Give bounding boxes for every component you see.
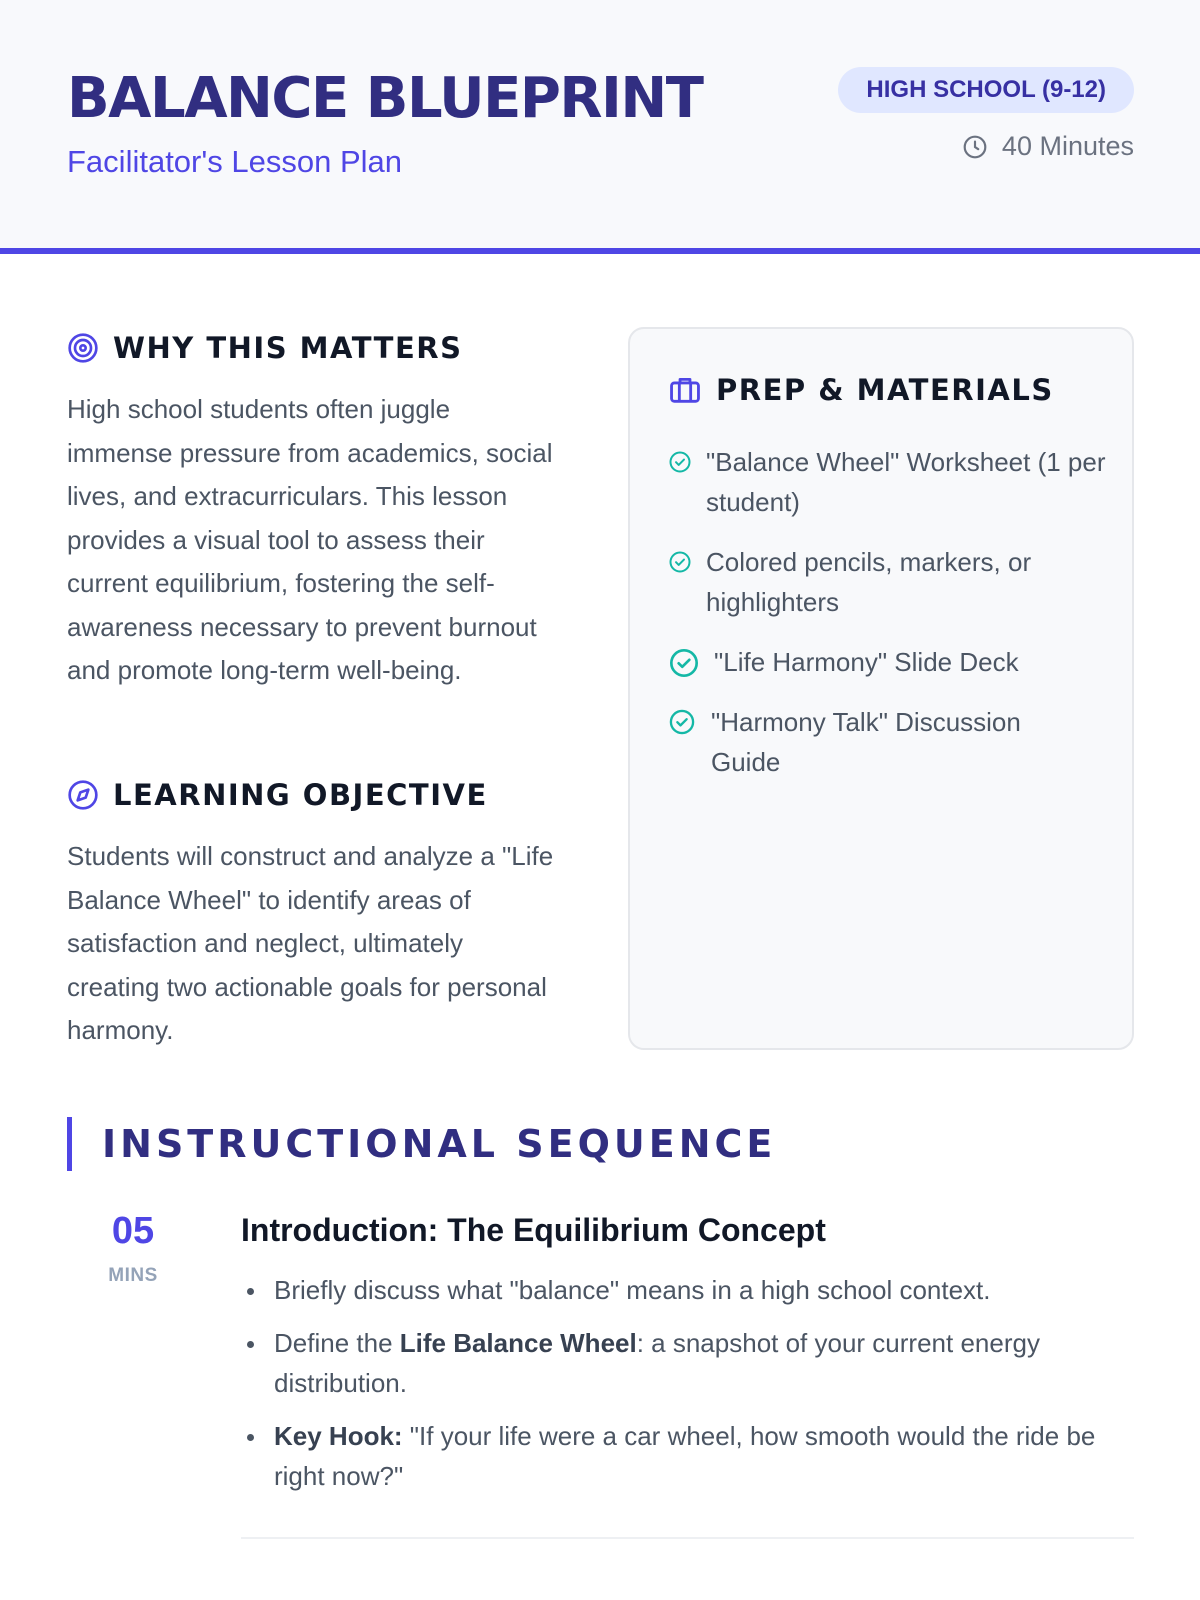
check-circle-icon xyxy=(668,550,692,574)
list-item xyxy=(241,1270,1141,1310)
material-item xyxy=(668,702,1108,782)
list-item xyxy=(241,1323,1141,1403)
duration-text: 40 Minutes xyxy=(1001,131,1134,161)
step-bullets xyxy=(241,1270,1141,1509)
page-subtitle: Facilitator's Lesson Plan xyxy=(67,144,403,179)
grade-level-badge: HIGH SCHOOL (9-12) xyxy=(838,67,1134,113)
why-heading-label: WHY THIS MATTERS xyxy=(113,331,463,365)
target-icon xyxy=(67,332,99,364)
bullet-text: Briefly discuss what "balance" means in a high school context. xyxy=(274,1275,991,1305)
step-divider xyxy=(241,1537,1134,1539)
materials-heading-label: PREP & MATERIALS xyxy=(716,373,1054,407)
material-item xyxy=(668,542,1108,622)
step-minutes-label: MINS xyxy=(108,1265,158,1286)
material-item xyxy=(668,642,1108,682)
material-item-label: Colored pencils, markers, or highlighters xyxy=(706,547,1032,617)
step-minutes: 05 xyxy=(111,1210,155,1252)
step-title: Introduction: The Equilibrium Concept xyxy=(241,1212,826,1248)
briefcase-icon xyxy=(668,373,702,407)
header xyxy=(0,0,1200,254)
materials-card xyxy=(628,327,1134,1050)
bullet-bold-term: Key Hook: xyxy=(274,1421,403,1451)
clock-icon xyxy=(962,134,988,160)
objective-heading-label: LEARNING OBJECTIVE xyxy=(113,778,488,812)
bullet-text-post: "If your life were a car wheel, how smooth would the ride be right now?" xyxy=(274,1421,1096,1491)
check-circle-icon xyxy=(668,647,700,679)
page-title: BALANCE BLUEPRINT xyxy=(67,66,703,131)
list-item xyxy=(241,1416,1141,1496)
material-item-label: "Balance Wheel" Worksheet (1 per student) xyxy=(706,447,1106,517)
material-item xyxy=(668,442,1108,522)
check-circle-icon xyxy=(668,708,696,736)
duration xyxy=(962,131,1134,162)
material-item-label: "Harmony Talk" Discussion Guide xyxy=(711,707,1021,777)
compass-icon xyxy=(67,779,99,811)
check-circle-icon xyxy=(668,450,692,474)
bullet-bold-term: Life Balance Wheel xyxy=(399,1328,637,1358)
materials-heading xyxy=(668,373,1054,407)
why-heading xyxy=(67,331,463,365)
material-item-label: "Life Harmony" Slide Deck xyxy=(714,647,1019,677)
bullet-text-pre: Define the xyxy=(274,1328,400,1358)
sequence-heading: INSTRUCTIONAL SEQUENCE xyxy=(67,1117,776,1171)
bullet-text-post: : a snapshot of your current energy distribution. xyxy=(274,1328,1040,1398)
objective-heading xyxy=(67,778,488,812)
objective-body: Students will construct and analyze a "Life Balance Wheel" to identify areas of satisfaction and neglect, ultimately creating two actionable goals for personal harmony. xyxy=(67,841,554,1045)
why-body: High school students often juggle immense pressure from academics, social lives, and extracurriculars. This lesson provides a visual tool to assess their current equilibrium, fostering the self-awareness necessary to prevent burnout and promote long-term well-being. xyxy=(67,394,553,685)
